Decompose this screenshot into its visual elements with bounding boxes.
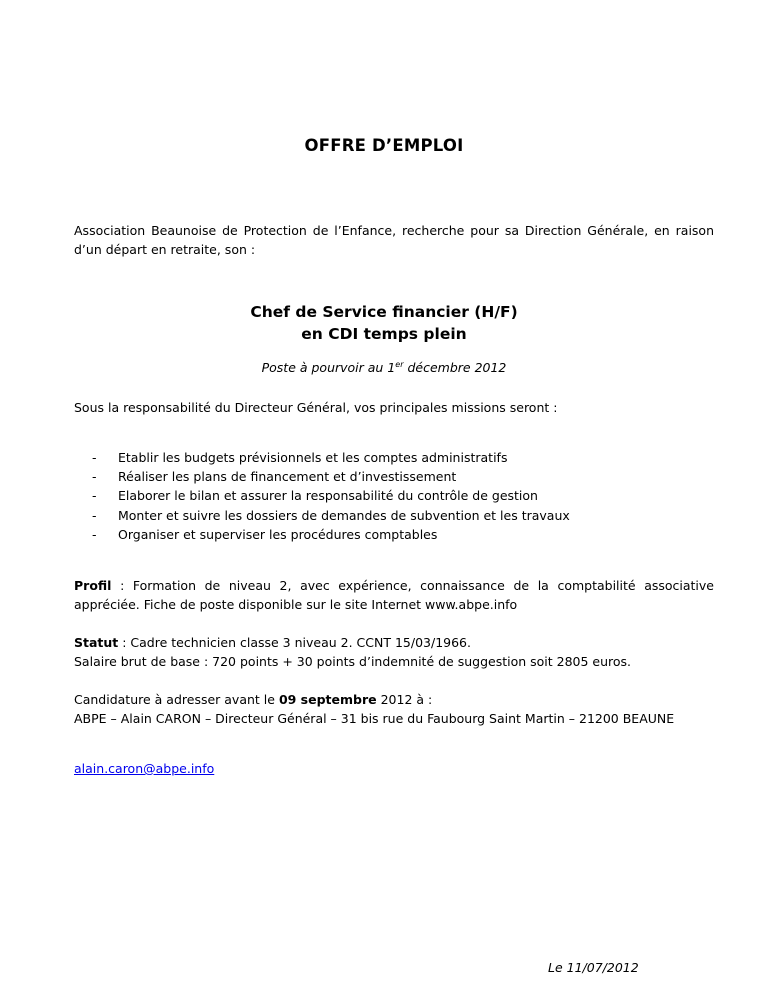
start-prefix: Poste à pourvoir au 1 — [261, 360, 396, 375]
profil-label: Profil — [74, 578, 112, 593]
candidature-suffix: 2012 à : — [376, 692, 433, 707]
missions-list — [92, 448, 570, 544]
missions-intro: Sous la responsabilité du Directeur Général, vos principales missions seront : — [74, 400, 558, 415]
statut-text: : Cadre technicien classe 3 niveau 2. CCNT 15/03/1966. — [118, 635, 471, 650]
mission-item: - Organiser et superviser les procédures comptables — [92, 525, 570, 544]
candidature-paragraph — [74, 690, 714, 728]
start-suffix: décembre 2012 — [403, 360, 507, 375]
statut-paragraph — [74, 633, 714, 671]
profil-paragraph — [74, 576, 714, 614]
candidature-date: 09 septembre — [278, 692, 377, 707]
intro-paragraph: Association Beaunoise de Protection de l’Enfance, recherche pour sa Direction Générale, en raison d’un départ en retraite, son : — [74, 223, 714, 257]
job-title — [0, 301, 768, 345]
mission-item: - Etablir les budgets prévisionnels et les comptes administratifs — [92, 448, 570, 467]
document-date: Le 11/07/2012 — [548, 960, 639, 975]
candidature-prefix: Candidature à adresser avant le — [74, 692, 279, 707]
mission-item: - Réaliser les plans de financement et d’investissement — [92, 467, 570, 486]
mission-item: - Monter et suivre les dossiers de demandes de subvention et les travaux — [92, 506, 570, 525]
address-text: ABPE – Alain CARON – Directeur Général – 31 bis rue du Faubourg Saint Martin – 21200 BEAUNE — [74, 711, 675, 726]
salaire-text: Salaire brut de base : 720 points + 30 points d’indemnité de suggestion soit 2805 euros. — [74, 654, 632, 669]
start-superscript: er — [395, 359, 404, 369]
mission-item: - Elaborer le bilan et assurer la responsabilité du contrôle de gestion — [92, 486, 570, 505]
profil-text: : Formation de niveau 2, avec expérience, connaissance de la comptabilité associative appréciée. Fiche de poste disponible sur le site Internet www.abpe.info — [74, 578, 714, 612]
document-title: OFFRE D’EMPLOI — [304, 136, 464, 155]
email-link[interactable]: alain.caron@abpe.info — [74, 761, 215, 776]
statut-label: Statut — [74, 635, 119, 650]
job-title-line-1: Chef de Service financier (H/F) — [250, 303, 518, 321]
start-date-line — [0, 360, 768, 375]
job-title-line-2: en CDI temps plein — [301, 325, 467, 343]
